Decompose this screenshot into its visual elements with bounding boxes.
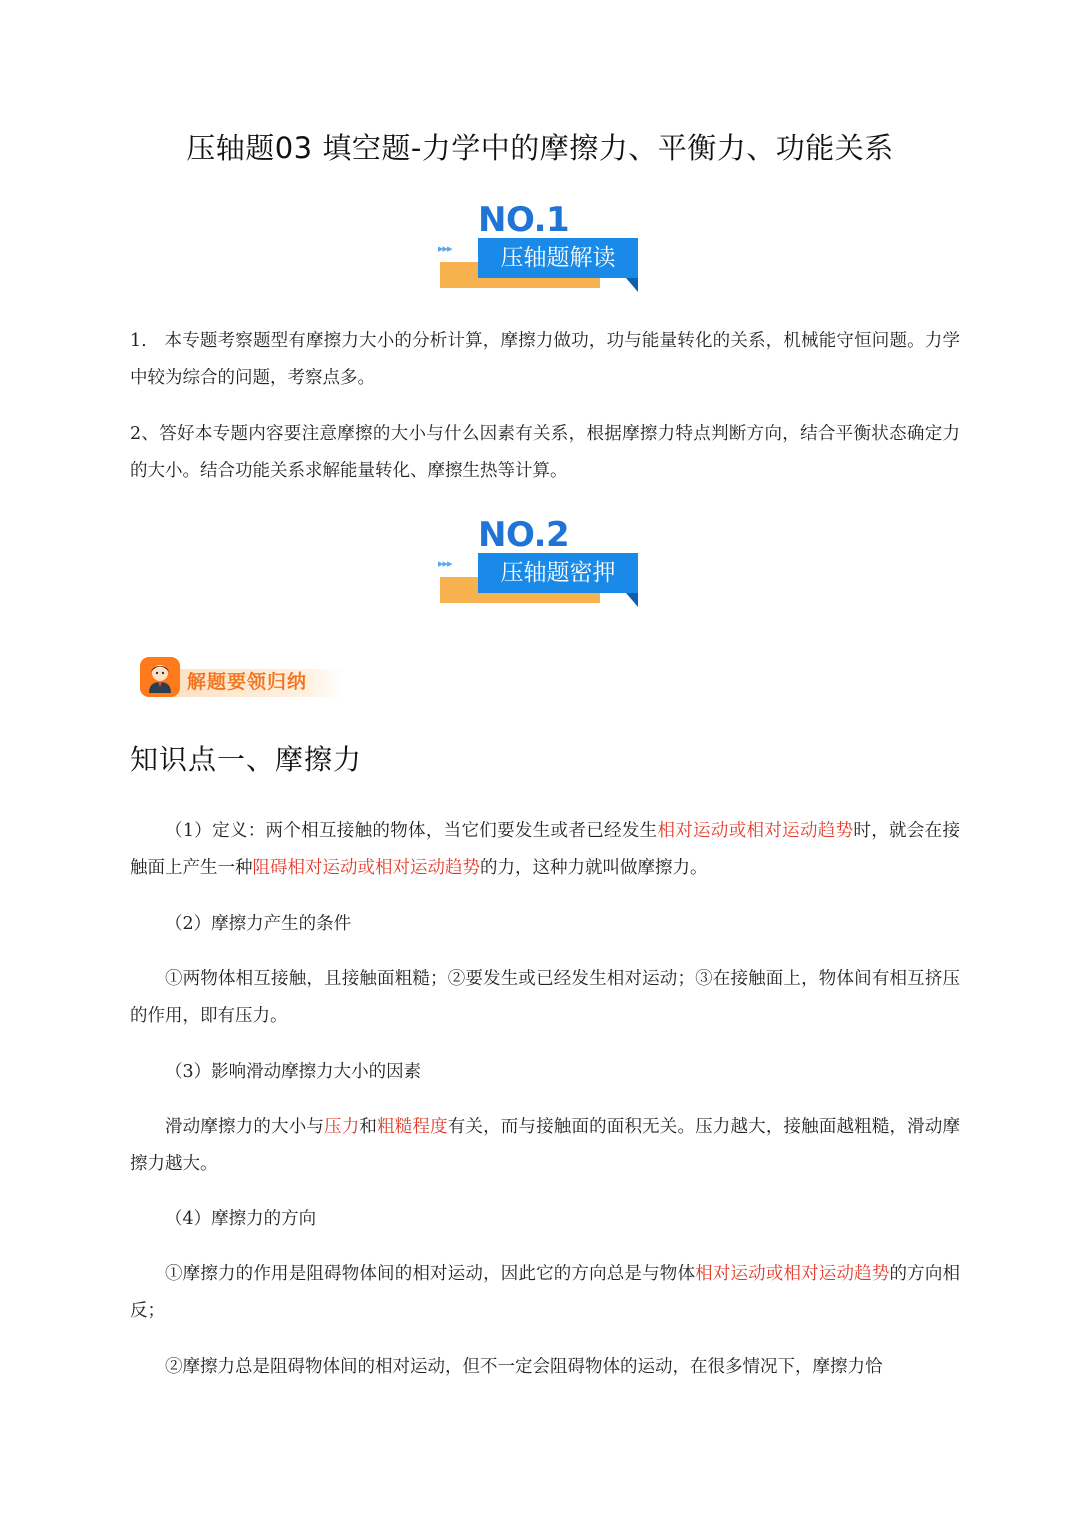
factors-title: （3）影响滑动摩擦力大小的因素 xyxy=(165,1062,422,1082)
badge-label: 压轴题解读 xyxy=(478,238,638,278)
definition-text: 时，就会在接触面上产生一种 xyxy=(130,821,960,878)
badge-label: 压轴题密押 xyxy=(478,553,638,593)
arrows-icon: ▸▸▸ xyxy=(438,242,452,255)
direction-title: （4）摩擦力的方向 xyxy=(165,1209,317,1229)
intro-paragraph-2: 2、答好本专题内容要注意摩擦的大小与什么因素有关系，根据摩擦力特点判断方向，结合平衡状态确定力的大小。结合功能关系求解能量转化、摩擦生热等计算。 xyxy=(130,424,960,481)
direction-paragraph-2: ②摩擦力总是阻碍物体间的相对运动，但不一定会阻碍物体的运动，在很多情况下，摩擦力恰 xyxy=(165,1357,883,1377)
direction-paragraph-1 xyxy=(130,1256,960,1330)
direction-text: ①摩擦力的作用是阻碍物体间的相对运动，因此它的方向总是与物体 xyxy=(165,1264,696,1284)
badge-number: NO.2 xyxy=(478,515,570,555)
arrows-icon: ▸▸▸ xyxy=(438,557,452,570)
tips-tag xyxy=(140,655,350,701)
definition-paragraph xyxy=(130,813,960,887)
factors-text: 滑动摩擦力的大小与 xyxy=(165,1117,325,1137)
factors-paragraph xyxy=(130,1109,960,1183)
section-badge-no1 xyxy=(438,200,640,296)
definition-text: （1）定义：两个相互接触的物体，当它们要发生或者已经发生 xyxy=(165,821,658,841)
tag-label: 解题要领归纳 xyxy=(187,671,308,693)
document-title: 压轴题03 填空题-力学中的摩擦力、平衡力、功能关系 xyxy=(186,131,894,165)
definition-text: 的力，这种力就叫做摩擦力。 xyxy=(480,858,708,878)
badge-fold xyxy=(626,278,638,292)
intro-paragraph-1: 1. 本专题考察题型有摩擦力大小的分析计算，摩擦力做功，功与能量转化的关系，机械能守恒问题。力学中较为综合的问题，考察点多。 xyxy=(130,331,960,388)
badge-number: NO.1 xyxy=(478,200,570,240)
section-heading: 知识点一、摩擦力 xyxy=(130,743,363,776)
highlight-text: 粗糙程度 xyxy=(377,1117,448,1137)
factors-text: 有关，而与接触面的面积无关。压力越大，接触面越粗糙，滑动摩擦力越大。 xyxy=(130,1117,961,1174)
highlight-text: 阻碍相对运动或相对运动趋势 xyxy=(252,858,480,878)
factors-text: 和 xyxy=(359,1117,378,1137)
teacher-avatar-icon xyxy=(140,657,180,697)
section-badge-no2 xyxy=(438,515,640,611)
direction-text: 的方向相反； xyxy=(130,1264,961,1321)
conditions-title: （2）摩擦力产生的条件 xyxy=(165,914,352,934)
highlight-text: 相对运动或相对运动趋势 xyxy=(695,1264,890,1284)
highlight-text: 压力 xyxy=(324,1117,360,1137)
badge-fold xyxy=(626,593,638,607)
conditions-paragraph: ①两物体相互接触，且接触面粗糙；②要发生或已经发生相对运动；③在接触面上，物体间有相互挤压的作用，即有压力。 xyxy=(130,969,960,1026)
highlight-text: 相对运动或相对运动趋势 xyxy=(657,821,854,841)
